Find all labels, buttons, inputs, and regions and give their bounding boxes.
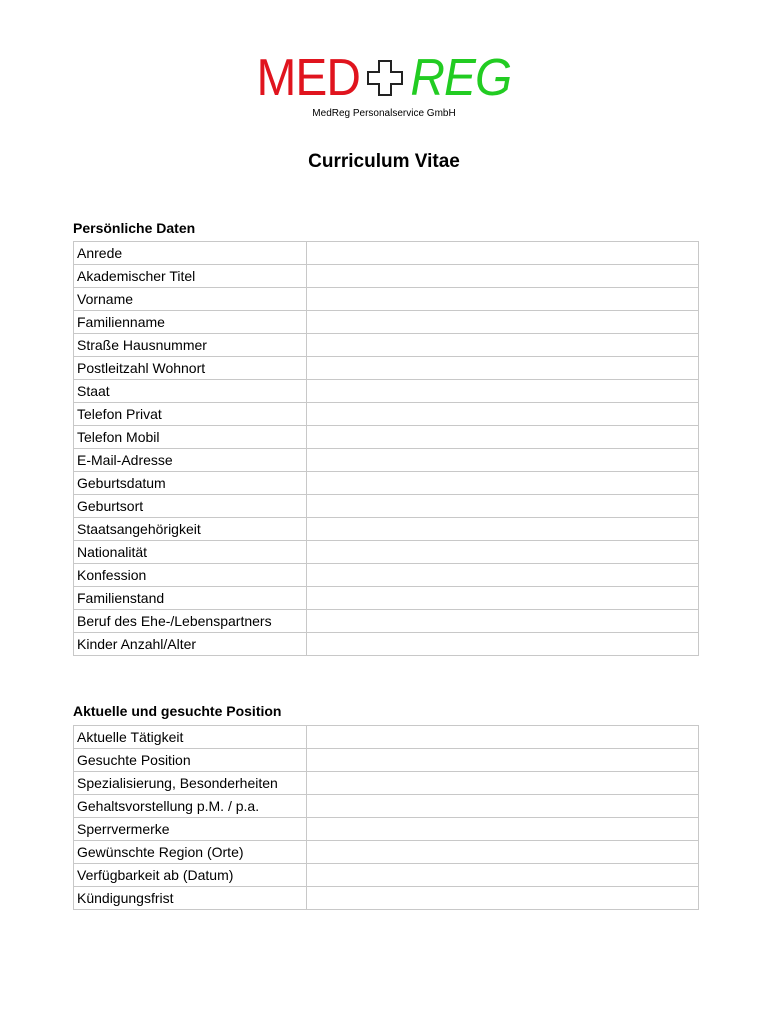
field-label: Vorname (74, 288, 307, 311)
table-row (74, 749, 699, 772)
section-title-position: Aktuelle und gesuchte Position (73, 703, 282, 719)
field-label: Telefon Privat (74, 403, 307, 426)
field-label: Gehaltsvorstellung p.M. / p.a. (74, 795, 307, 818)
table-row (74, 472, 699, 495)
table-row (74, 357, 699, 380)
field-label: Postleitzahl Wohnort (74, 357, 307, 380)
field-label: E-Mail-Adresse (74, 449, 307, 472)
table-row (74, 726, 699, 749)
field-value-cell[interactable] (307, 795, 699, 818)
field-value-cell[interactable] (307, 242, 699, 265)
table-row (74, 541, 699, 564)
field-value-cell[interactable] (307, 311, 699, 334)
field-label: Anrede (74, 242, 307, 265)
field-label: Sperrvermerke (74, 818, 307, 841)
field-value-cell[interactable] (307, 426, 699, 449)
field-value-cell[interactable] (307, 633, 699, 656)
table-row (74, 841, 699, 864)
table-row (74, 242, 699, 265)
field-value-cell[interactable] (307, 518, 699, 541)
field-value-cell[interactable] (307, 610, 699, 633)
field-value-cell[interactable] (307, 564, 699, 587)
field-value-cell[interactable] (307, 357, 699, 380)
field-label: Nationalität (74, 541, 307, 564)
table-row (74, 818, 699, 841)
field-value-cell[interactable] (307, 726, 699, 749)
table-row (74, 587, 699, 610)
field-value-cell[interactable] (307, 818, 699, 841)
field-value-cell[interactable] (307, 887, 699, 910)
table-row (74, 610, 699, 633)
field-value-cell[interactable] (307, 841, 699, 864)
field-label: Familienstand (74, 587, 307, 610)
field-value-cell[interactable] (307, 864, 699, 887)
field-label: Geburtsort (74, 495, 307, 518)
logo-text-reg: REG (410, 49, 512, 107)
table-row (74, 311, 699, 334)
table-row (74, 495, 699, 518)
table-row (74, 380, 699, 403)
table-row (74, 518, 699, 541)
logo-text-med: MED (256, 49, 360, 107)
table-row (74, 334, 699, 357)
field-label: Kinder Anzahl/Alter (74, 633, 307, 656)
field-value-cell[interactable] (307, 403, 699, 426)
field-value-cell[interactable] (307, 288, 699, 311)
table-row (74, 795, 699, 818)
table-row (74, 633, 699, 656)
table-row (74, 864, 699, 887)
table-row (74, 265, 699, 288)
section-title-personal: Persönliche Daten (73, 220, 196, 236)
document-title: Curriculum Vitae (308, 151, 460, 172)
field-label: Aktuelle Tätigkeit (74, 726, 307, 749)
field-label: Geburtsdatum (74, 472, 307, 495)
field-value-cell[interactable] (307, 495, 699, 518)
cross-icon (366, 59, 404, 97)
field-label: Staatsangehörigkeit (74, 518, 307, 541)
field-label: Staat (74, 380, 307, 403)
field-value-cell[interactable] (307, 334, 699, 357)
table-row (74, 403, 699, 426)
field-value-cell[interactable] (307, 772, 699, 795)
company-name: MedReg Personalservice GmbH (312, 108, 456, 119)
table-row (74, 288, 699, 311)
field-value-cell[interactable] (307, 541, 699, 564)
table-row (74, 887, 699, 910)
field-label: Telefon Mobil (74, 426, 307, 449)
field-label: Straße Hausnummer (74, 334, 307, 357)
field-label: Kündigungsfrist (74, 887, 307, 910)
field-value-cell[interactable] (307, 449, 699, 472)
field-value-cell[interactable] (307, 587, 699, 610)
field-label: Gewünschte Region (Orte) (74, 841, 307, 864)
field-label: Spezialisierung, Besonderheiten (74, 772, 307, 795)
position-table (73, 725, 699, 910)
table-row (74, 564, 699, 587)
company-logo (0, 49, 768, 107)
table-row (74, 772, 699, 795)
field-label: Gesuchte Position (74, 749, 307, 772)
field-value-cell[interactable] (307, 380, 699, 403)
field-value-cell[interactable] (307, 749, 699, 772)
table-row (74, 426, 699, 449)
field-label: Konfession (74, 564, 307, 587)
field-label: Verfügbarkeit ab (Datum) (74, 864, 307, 887)
field-value-cell[interactable] (307, 472, 699, 495)
table-row (74, 449, 699, 472)
field-label: Beruf des Ehe-/Lebenspartners (74, 610, 307, 633)
field-value-cell[interactable] (307, 265, 699, 288)
field-label: Familienname (74, 311, 307, 334)
personal-data-table (73, 241, 699, 656)
field-label: Akademischer Titel (74, 265, 307, 288)
